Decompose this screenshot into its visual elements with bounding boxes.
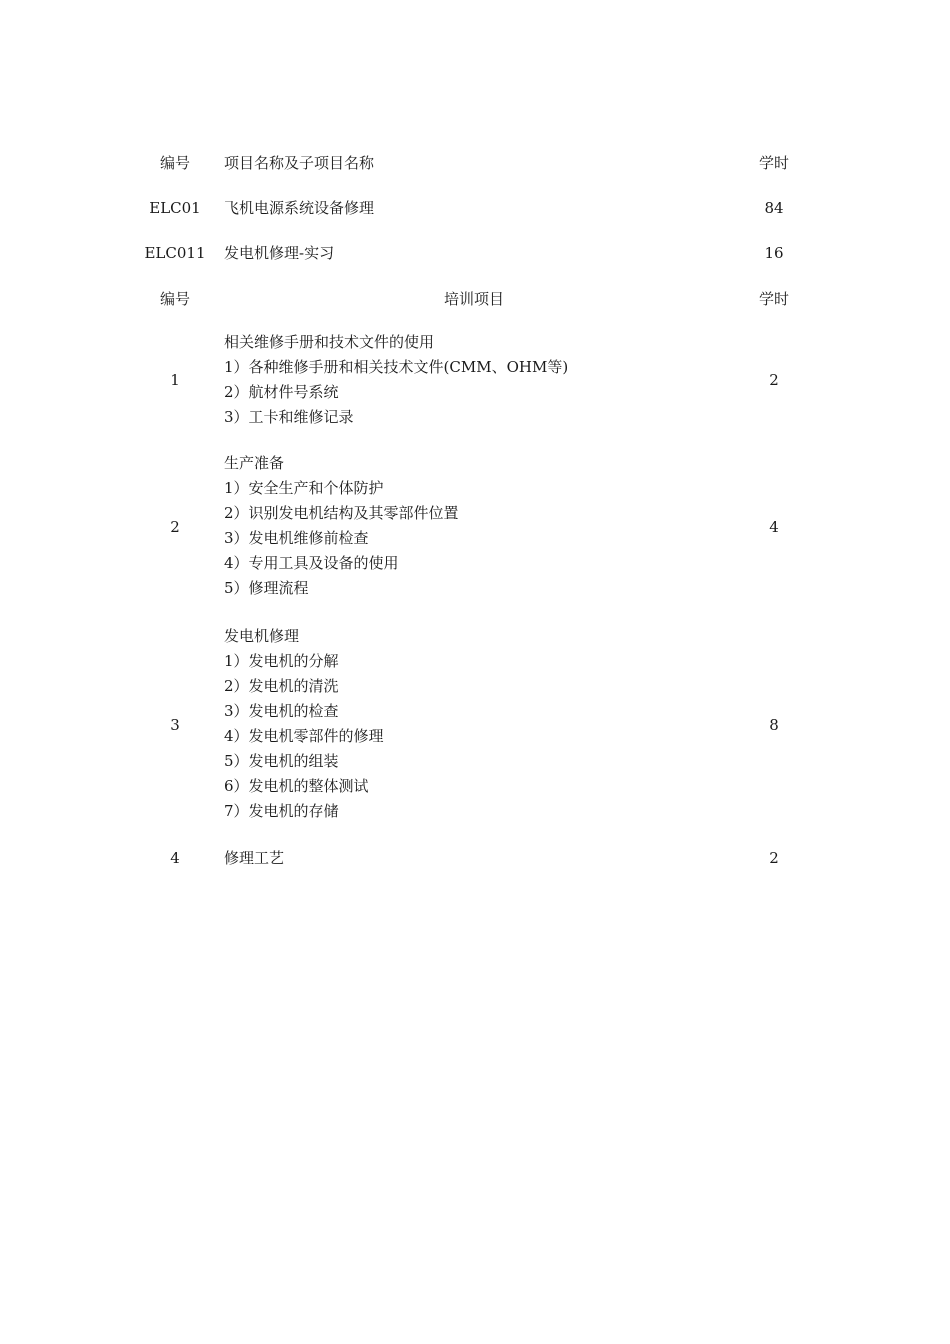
training-item-hours: 2 [769, 849, 779, 867]
subproject-hours: 16 [764, 244, 784, 262]
training-subitem: 1）安全生产和个体防护 [224, 479, 384, 497]
training-subitem: 5）发电机的组装 [224, 752, 339, 770]
training-subitem: 7）发电机的存储 [224, 802, 339, 820]
training-item-number: 2 [170, 518, 180, 536]
training-item-number: 3 [170, 716, 180, 734]
project-name: 飞机电源系统设备修理 [224, 199, 375, 217]
training-item-header: 培训项目 [443, 290, 504, 308]
training-item-content [224, 451, 459, 601]
training-item-hours: 4 [769, 518, 779, 536]
training-subitem: 3）发电机维修前检查 [224, 529, 369, 547]
project-name-header: 项目名称及子项目名称 [224, 154, 375, 172]
training-item-hours: 2 [769, 371, 779, 389]
training-item-number: 4 [170, 849, 180, 867]
project-code: ELC01 [149, 199, 201, 217]
training-subitem: 6）发电机的整体测试 [224, 777, 369, 795]
training-subitem: 5）修理流程 [224, 579, 309, 597]
training-subitem: 1）发电机的分解 [224, 652, 339, 670]
training-item-content [224, 624, 384, 824]
training-code-header: 编号 [159, 290, 190, 308]
training-subitem: 4）专用工具及设备的使用 [224, 554, 399, 572]
training-hours-header: 学时 [758, 290, 789, 308]
subproject-name: 发电机修理-实习 [224, 244, 335, 262]
training-subitem: 2）发电机的清洗 [224, 677, 339, 695]
project-hours-header: 学时 [758, 154, 789, 172]
training-subitem: 3）工卡和维修记录 [224, 408, 354, 426]
training-subitem: 4）发电机零部件的修理 [224, 727, 384, 745]
training-item-number: 1 [170, 371, 180, 389]
training-item-content [224, 330, 568, 430]
training-item-title: 发电机修理 [224, 627, 300, 645]
training-subitem: 2）航材件号系统 [224, 383, 339, 401]
training-item-title: 相关维修手册和技术文件的使用 [224, 333, 435, 351]
training-subitem: 1）各种维修手册和相关技术文件(CMM、OHM等) [224, 358, 569, 376]
training-item-hours: 8 [769, 716, 779, 734]
project-code-header: 编号 [159, 154, 190, 172]
training-item-title: 生产准备 [224, 454, 285, 472]
training-subitem: 3）发电机的检查 [224, 702, 339, 720]
training-subitem: 2）识别发电机结构及其零部件位置 [224, 504, 459, 522]
subproject-code: ELC011 [144, 244, 206, 262]
training-item-title: 修理工艺 [224, 849, 285, 867]
project-hours: 84 [764, 199, 784, 217]
